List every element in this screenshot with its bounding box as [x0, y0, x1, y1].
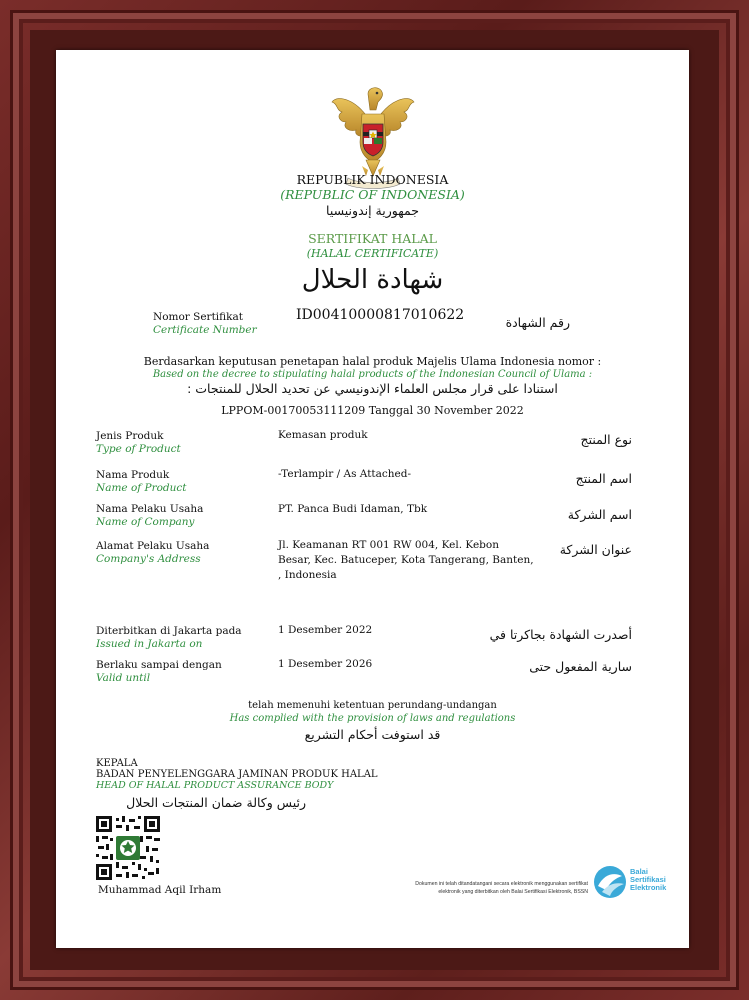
country-name: REPUBLIK INDONESIA — [296, 172, 449, 187]
cert-number-value: ID00410000817010622 — [296, 307, 465, 323]
electronic-signature-note: Dokumen ini telah ditandatangani secara elektronik menggunakan sertifikat elektronik yang diterbitkan oleh Balai Sertifikasi Elektronik, BSSN — [415, 881, 588, 895]
field-name-label: Nama Produk Name of Product — [96, 469, 187, 494]
decree-number: LPPOM-00170053111209 Tanggal 30 November 2022 — [221, 404, 524, 417]
issued-label: Diterbitkan di Jakarta pada Issued in Jakarta on — [96, 625, 242, 650]
compliance-text-en: Has complied with the provision of laws and regulations — [229, 713, 516, 724]
field-type-label: Jenis Produk Type of Product — [96, 430, 181, 455]
signatory-name: Muhammad Aqil Irham — [98, 884, 222, 896]
signatory-title: KEPALA BADAN PENYELENGGARA JAMINAN PRODUK HALAL HEAD OF HALAL PRODUCT ASSURANCE BODY — [96, 758, 378, 791]
field-name-label-ar: اسم المنتج — [575, 471, 632, 486]
field-type-value: Kemasan produk — [278, 429, 368, 441]
decree-text-en: Based on the decree to stipulating halal products of the Indonesian Council of Ulama : — [152, 369, 593, 380]
compliance-text: telah memenuhi ketentuan perundang-undangan — [248, 700, 497, 711]
issued-date: 1 Desember 2022 — [278, 624, 373, 636]
certificate-title-en: (HALAL CERTIFICATE) — [306, 247, 439, 260]
field-address-value: Jl. Keamanan RT 001 RW 004, Kel. Kebon Besar, Kec. Batuceper, Kota Tangerang, Banten, , Indonesia — [278, 539, 534, 581]
certificate-title-ar: شهادة الحلال — [301, 265, 444, 295]
certificate-paper — [56, 50, 689, 948]
cert-number-label: Nomor Sertifikat Certificate Number — [153, 311, 257, 336]
valid-label-ar: سارية المفعول حتى — [529, 659, 632, 674]
valid-label: Berlaku sampai dengan Valid until — [96, 659, 222, 684]
field-address-label: Alamat Pelaku Usaha Company's Address — [96, 540, 210, 565]
field-company-value: PT. Panca Budi Idaman, Tbk — [278, 503, 428, 515]
decree-text-ar: استنادا على قرار مجلس العلماء الإندونيسي عن تحديد الحلال للمنتجات : — [187, 381, 558, 396]
signatory-title-ar: رئيس وكالة ضمان المنتجات الحلال — [126, 795, 306, 810]
country-name-en: (REPUBLIC OF INDONESIA) — [280, 187, 465, 202]
bse-line3: Elektronik — [630, 883, 667, 892]
issued-label-ar: أصدرت الشهادة بجاكرتا في — [489, 627, 632, 642]
bse-line2: Sertifikasi — [630, 875, 666, 884]
valid-date: 1 Desember 2026 — [278, 658, 373, 670]
bse-line1: Balai — [630, 867, 648, 876]
bse-logo-icon — [592, 864, 628, 900]
compliance-text-ar: قد استوفت أحكام التشريع — [304, 727, 441, 742]
cert-number-label-ar: رقم الشهادة — [505, 315, 570, 330]
decree-text: Berdasarkan keputusan penetapan halal produk Majelis Ulama Indonesia nomor : — [143, 355, 602, 368]
bse-logo — [592, 864, 676, 900]
field-name-value: -Terlampir / As Attached- — [278, 468, 412, 480]
field-company-label: Nama Pelaku Usaha Name of Company — [96, 503, 204, 528]
qr-code-icon[interactable] — [96, 816, 160, 880]
field-address-label-ar: عنوان الشركة — [559, 542, 632, 557]
field-type-label-ar: نوع المنتج — [580, 432, 632, 447]
certificate-title: SERTIFIKAT HALAL — [308, 231, 437, 246]
field-company-label-ar: اسم الشركة — [567, 507, 632, 522]
country-name-ar: جمهورية إندونيسيا — [326, 203, 419, 218]
